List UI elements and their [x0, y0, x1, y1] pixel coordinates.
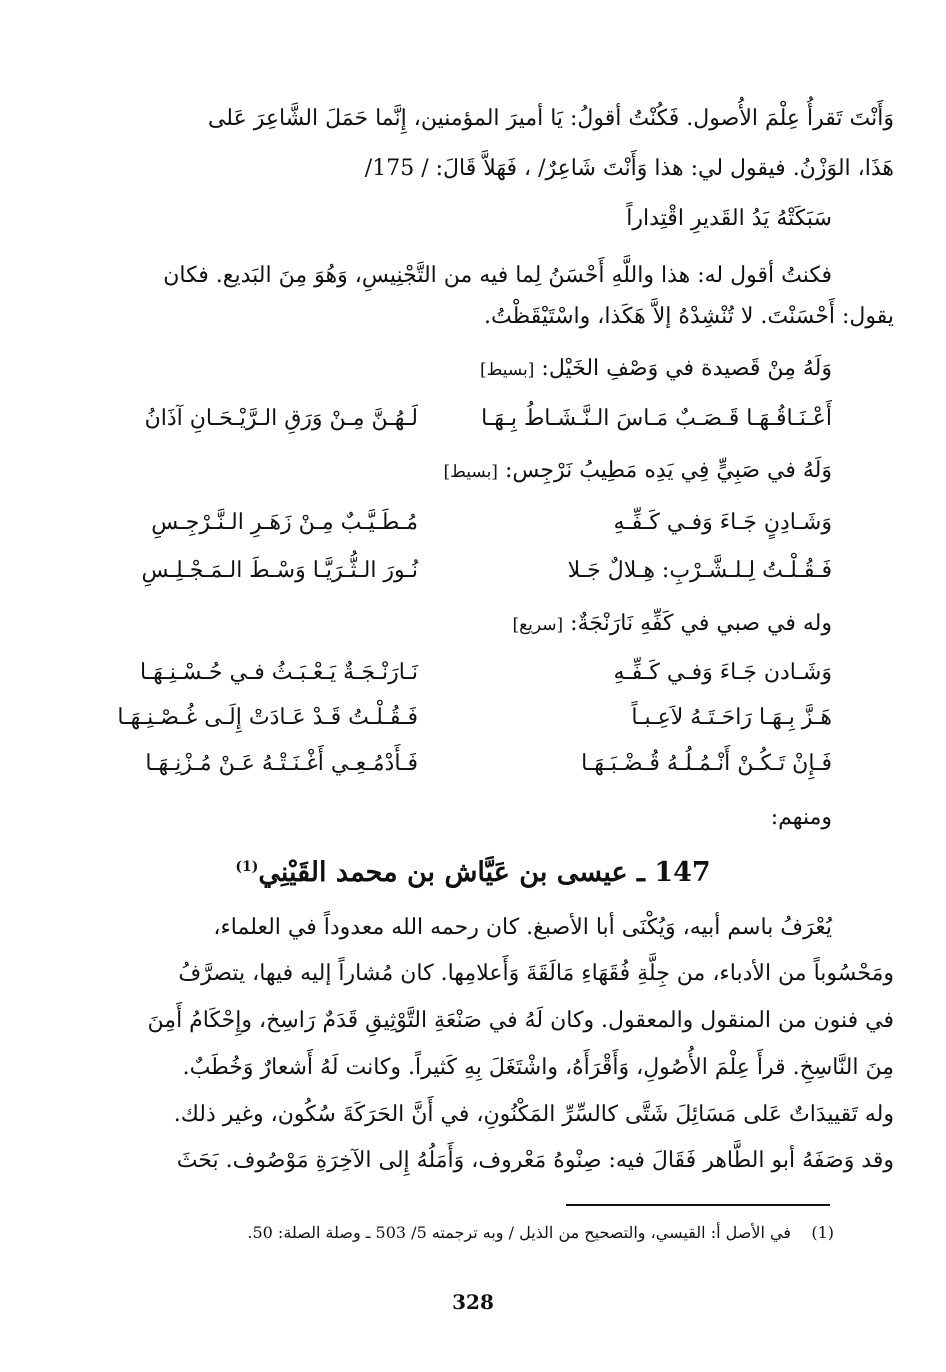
poem-2-intro: [58, 450, 894, 492]
entry-heading: [0, 845, 946, 895]
poem-1-left-hemistich: لَـهُـنَّ مِـنْ وَرَقِ الـرَّيْـحَـانِ آذَانُ: [144, 406, 418, 431]
entry-heading-text: 147 ـ عيسى بن عَيَّاش بن محمد القَيْنِي: [258, 857, 711, 888]
poem-3-line-3-right: فَـإِنْ تَـكُـنْ أَنْـمُـلُـهُ قُـضْـبَـهَـا: [581, 751, 832, 776]
poem-3-line-2-left: فَـقُـلْـتُ قَـدْ عَـادَتْ إِلَـى غُـصْـنِـهَـا: [117, 705, 418, 730]
bio-line-6: وقد وَصَفَهُ أبو الطَّاهر فَقَالَ فيه: صِنْوهُ مَعْروف، وَأَمَلُهُ إِلى الآخِرَةِ مَوْصُوف. بَحَثَ: [176, 1148, 894, 1173]
footnote-text: في الأصل أ: القيسي، والتصحيح من الذيل / وبه ترجمته 5/ 503 ـ وصلة الصلة: 50.: [247, 1223, 791, 1242]
bio-line-1: يُعْرَفُ باسم أبيه، وَيُكْنَى أبا الأصبغ. كان رحمه الله معدوداً في العلماء،: [213, 915, 832, 940]
poem-1-intro-text: وَلَهُ مِنْ قَصيدة في وَصْفِ الخَيْل:: [541, 356, 832, 381]
poem-1-right-hemistich: أَعْـنَـاقُـهَـا قَـصَـبٌ مَـاسَ الـنَّـشَـاطُ بِـهَـا: [481, 406, 832, 431]
verse-line-quoted: سَبَكَتْهُ يَدُ القَديرِ اقْتِداراً: [626, 206, 832, 231]
bio-line-5: وله تَقييدَاتٌ عَلى مَسَائِلَ شَتَّى كالسِّرِّ المَكْنُونِ، في أَنَّ الحَرَكَةَ سُكُون، وغير ذلك.: [173, 1102, 894, 1127]
poem-3-intro: [58, 603, 894, 645]
and-among-them: ومنهم:: [770, 805, 832, 830]
footnote-divider: [566, 1204, 830, 1206]
poem-2-meter: [بسيط]: [443, 462, 498, 482]
poem-2-line-2-right: فَـقُـلْـتُ لِـلـشَّـرْبِ: هِـلالٌ جَـلا: [567, 558, 832, 583]
paragraph-2-line-2: يقول: أَحْسَنْتَ. لا تُنْشِدْهُ إلاَّ هَكَذا، واسْتَيْقَظْتُ.: [484, 304, 894, 329]
poem-1-intro: [58, 348, 894, 390]
poem-3-line-1-left: نَـارَنْـجَـةٌ يَـعْـبَـثُ فـي حُـسْـنِـهَـا: [140, 660, 418, 685]
poem-3-line-1-right: وَشَـادن جَـاءَ وَفـي كَـفِّـهِ: [613, 660, 832, 685]
poem-2-line-2-left: نُـورَ الـثُّـرَيَّـا وَسْـطَ الـمَـجْـلِـسِ: [141, 558, 418, 583]
footnote-number: (1): [811, 1223, 834, 1242]
poem-1-meter: [بسيط]: [479, 360, 535, 380]
poem-3-meter: [سريع]: [512, 615, 564, 635]
paragraph-2-line-1: فكنتُ أقول له: هذا واللَّهِ أَحْسَنُ لِما فيه من التَّجْنِيسِ، وَهُوَ مِنَ البَديع. فكان: [163, 263, 832, 288]
footnote: [58, 1218, 834, 1248]
paragraph-1-line-1: وَأَنْتَ تَقرأُ عِلْمَ الأُصول. فَكُنْتُ أقولُ: يَا أميرَ المؤمنين، إِنَّما حَمَلَ الشَّاعِرَ عَلى: [207, 106, 894, 131]
bio-line-4: مِنَ النَّاسِخِ. قرأَ عِلْمَ الأُصُولِ، وَأَقْرَأَهُ، واشْتَغَلَ بِهِ كَثيراً. وكانت لَهُ أَشعارٌ وَخُطَبٌ.: [182, 1055, 894, 1080]
paragraph-1-line-2: هَذَا، الوَزْنُ. فيقول لي: هذا وَأَنْتَ شَاعِرٌ/ ، فَهَلاَّ قَالَ: / 175/: [364, 156, 894, 181]
bio-line-2: ومَحْسُوباً من الأدباء، من جِلَّةِ فُقَهَاءِ مَالَقَةَ وَأَعلامِها. كان مُشاراً إليه فيها، يتصرَّفُ: [178, 961, 894, 986]
poem-3-line-2-right: هَـزَّ بِـهَـا رَاحَـتَـهُ لاَعِـبـاً: [631, 705, 832, 730]
page-number: 328: [452, 1290, 494, 1314]
poem-2-line-1-right: وَشَـادِنٍ جَـاءَ وَفـي كَـفِّـهِ: [613, 510, 832, 535]
poem-2-intro-text: وَلَهُ في صَبِيٍّ فِي يَدِه مَطِيبُ نَرْجِس:: [504, 458, 832, 483]
footnote-ref: (1): [235, 859, 259, 875]
bio-line-3: في فنون من المنقول والمعقول. وكان لَهُ في صَنْعَةِ التَّوْثِيقِ قَدَمٌ رَاسِخ، وإِحْكَامُ أَمِنَ: [147, 1008, 894, 1033]
poem-2-line-1-left: مُـطَـيَّـبٌ مِـنْ زَهَـرِ الـنَّـرْجِـسِ: [151, 510, 418, 535]
poem-3-line-3-left: فَـأَدْمُـعِـي أَغْـنَـتْـهُ عَـنْ مُـزْنِـهَـا: [145, 751, 418, 776]
poem-3-intro-text: وله في صبي في كَفِّهِ نَارَنْجَةٌ:: [570, 611, 832, 636]
